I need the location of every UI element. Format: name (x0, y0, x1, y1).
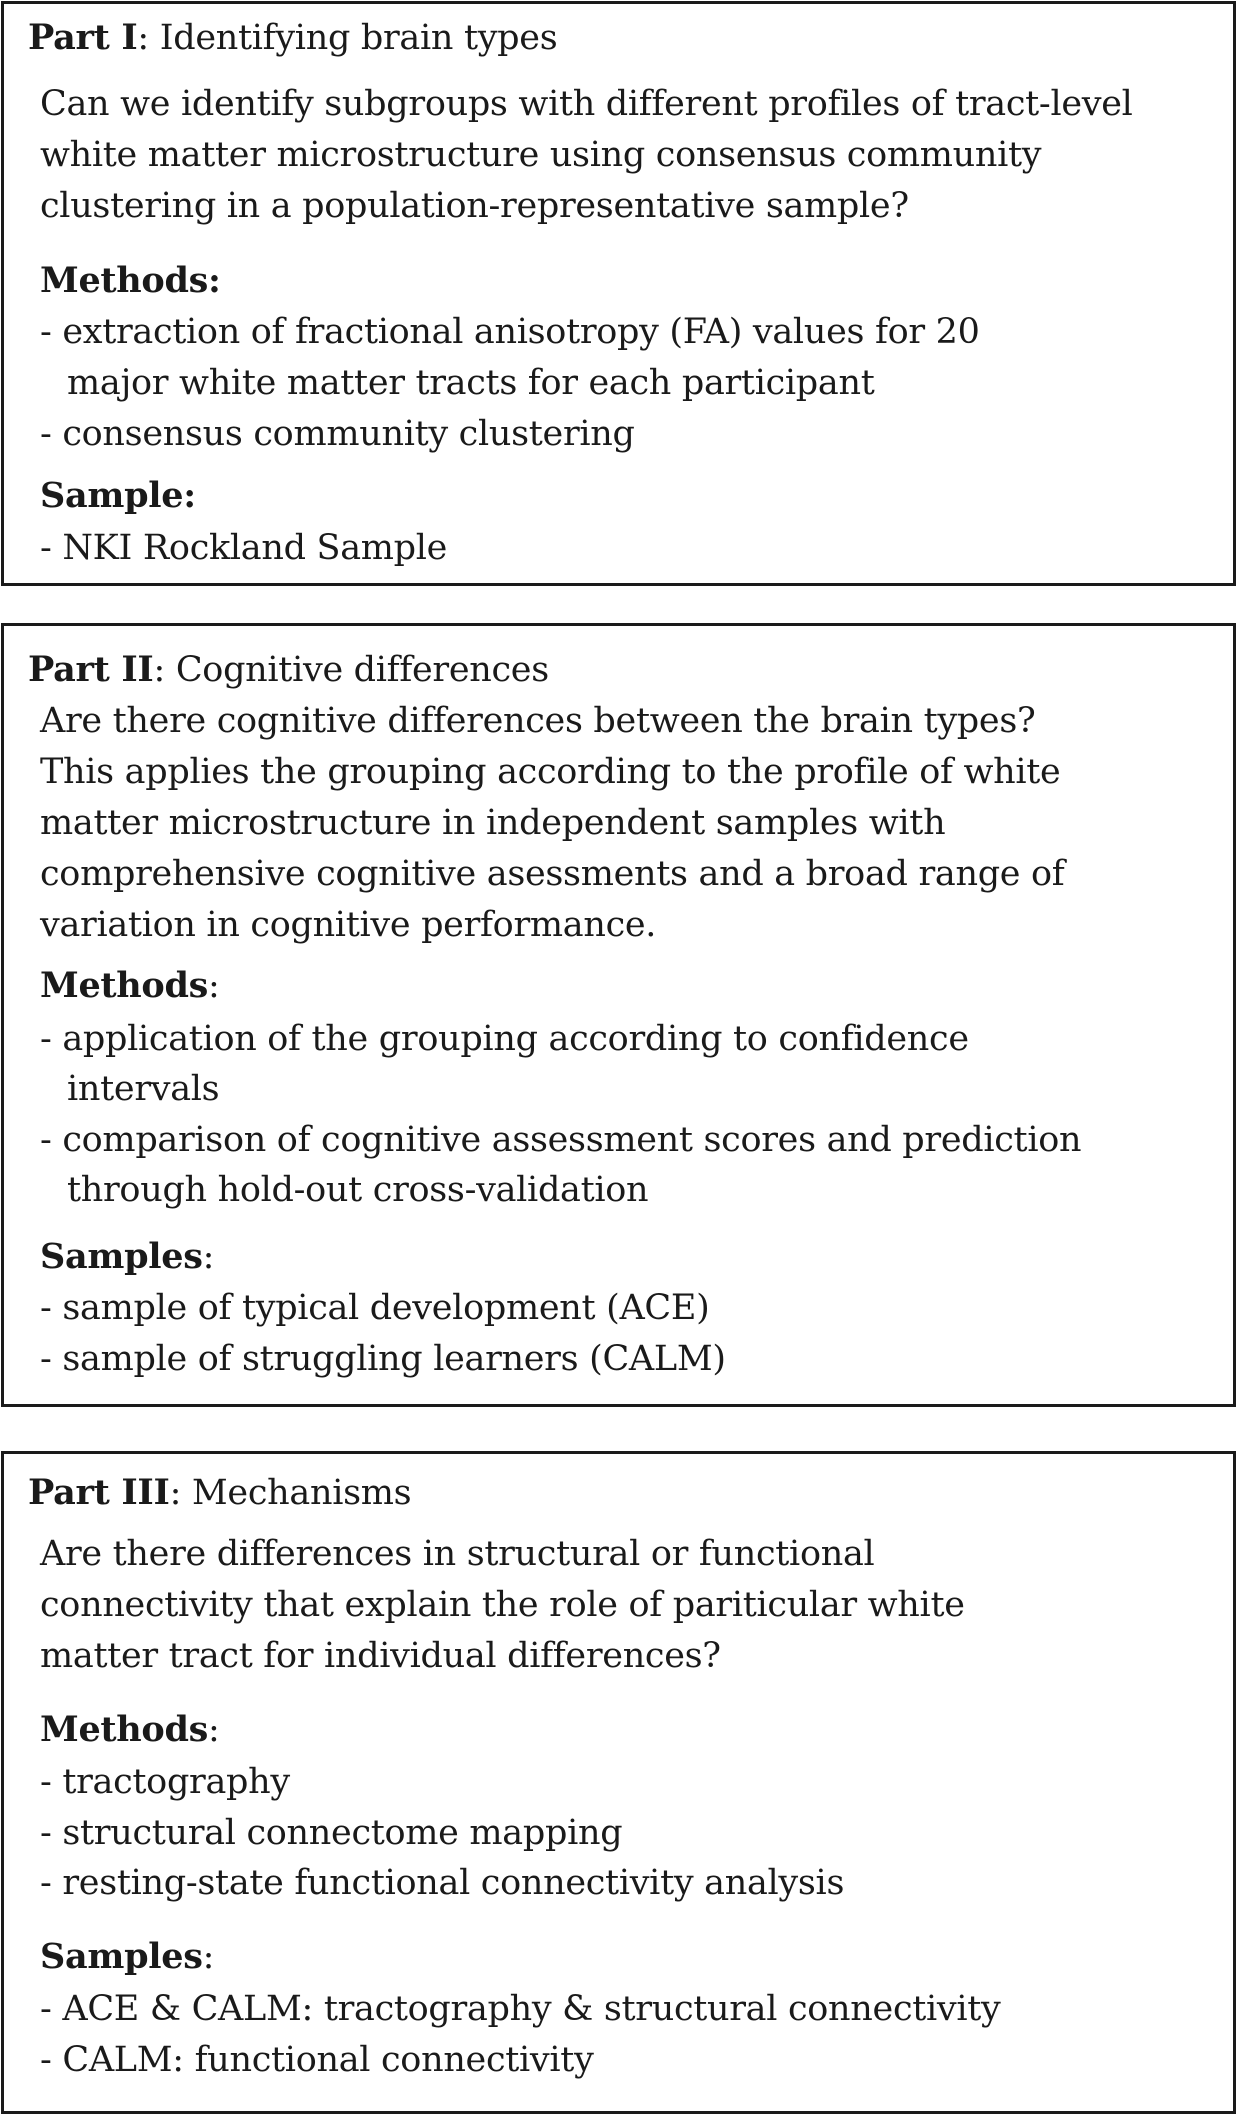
part-1-question-line: Can we identify subgroups with different profiles of tract-level (40, 84, 1133, 124)
part-1-title-text: : Identifying brain types (137, 18, 558, 58)
part-3-method-item: - structural connectome mapping (40, 1813, 623, 1853)
part-1-title (28, 18, 557, 58)
part-2-method-item: through hold-out cross-validation (67, 1170, 649, 1210)
part-3-question-line: matter tract for individual differences? (40, 1636, 721, 1676)
part-2-sample-item: - sample of typical development (ACE) (40, 1288, 710, 1328)
part-3-question-line: connectivity that explain the role of pariticular white (40, 1585, 965, 1625)
part-2-label: Part II (28, 649, 154, 690)
part-3-methods-heading (40, 1710, 220, 1750)
part-2-question-line: This applies the grouping according to the profile of white (40, 752, 1061, 792)
part-2-methods-colon: : (208, 966, 220, 1006)
part-1-methods-heading: Methods: (40, 260, 221, 301)
part-2-method-item: intervals (67, 1069, 220, 1109)
part-2-question-line: matter microstructure in independent samples with (40, 803, 946, 843)
part-3-sample-heading-text: Samples (40, 1936, 203, 1977)
part-1-sample-item: - NKI Rockland Sample (40, 528, 448, 568)
part-2-box (1, 623, 1236, 1407)
part-3-label: Part III (28, 1472, 170, 1513)
part-2-method-item: - comparison of cognitive assessment scores and prediction (40, 1120, 1082, 1160)
part-3-sample-colon: : (202, 1937, 215, 1977)
part-2-sample-colon: : (202, 1237, 215, 1277)
part-2-method-item: - application of the grouping according to confidence (40, 1019, 969, 1059)
part-3-sample-item: - CALM: functional connectivity (40, 2040, 594, 2080)
part-2-methods-heading (40, 966, 220, 1006)
part-3-methods-colon: : (208, 1710, 220, 1750)
part-1-question-line: white matter microstructure using consensus community (40, 135, 1042, 175)
part-3-sample-heading (40, 1937, 214, 1977)
part-2-title (28, 650, 549, 690)
part-1-sample-heading: Sample: (40, 475, 196, 516)
part-2-question-line: variation in cognitive performance. (40, 905, 657, 945)
part-2-question-line: comprehensive cognitive asessments and a broad range of (40, 854, 1065, 894)
part-3-method-item: - tractography (40, 1762, 290, 1802)
part-1-method-item: - consensus community clustering (40, 414, 635, 454)
part-1-box (1, 1, 1236, 586)
part-2-title-text: : Cognitive differences (153, 650, 549, 690)
part-2-methods-heading-text: Methods (40, 965, 209, 1006)
part-1-label: Part I (28, 17, 138, 58)
part-3-title (28, 1473, 411, 1513)
part-2-sample-item: - sample of struggling learners (CALM) (40, 1339, 726, 1379)
part-2-sample-heading (40, 1237, 214, 1277)
part-1-question-line: clustering in a population-representative sample? (40, 186, 909, 226)
part-1-method-item: - extraction of fractional anisotropy (FA) values for 20 (40, 312, 980, 352)
part-2-question-line: Are there cognitive differences between the brain types? (40, 701, 1036, 741)
part-3-sample-item: - ACE & CALM: tractography & structural connectivity (40, 1989, 1001, 2029)
part-3-title-text: : Mechanisms (169, 1473, 412, 1513)
part-1-method-item: major white matter tracts for each participant (67, 363, 875, 403)
part-3-methods-heading-text: Methods (40, 1709, 209, 1750)
part-3-method-item: - resting-state functional connectivity analysis (40, 1863, 845, 1903)
part-3-question-line: Are there differences in structural or functional (40, 1534, 875, 1574)
part-3-box (1, 1451, 1236, 2114)
part-2-sample-heading-text: Samples (40, 1236, 203, 1277)
